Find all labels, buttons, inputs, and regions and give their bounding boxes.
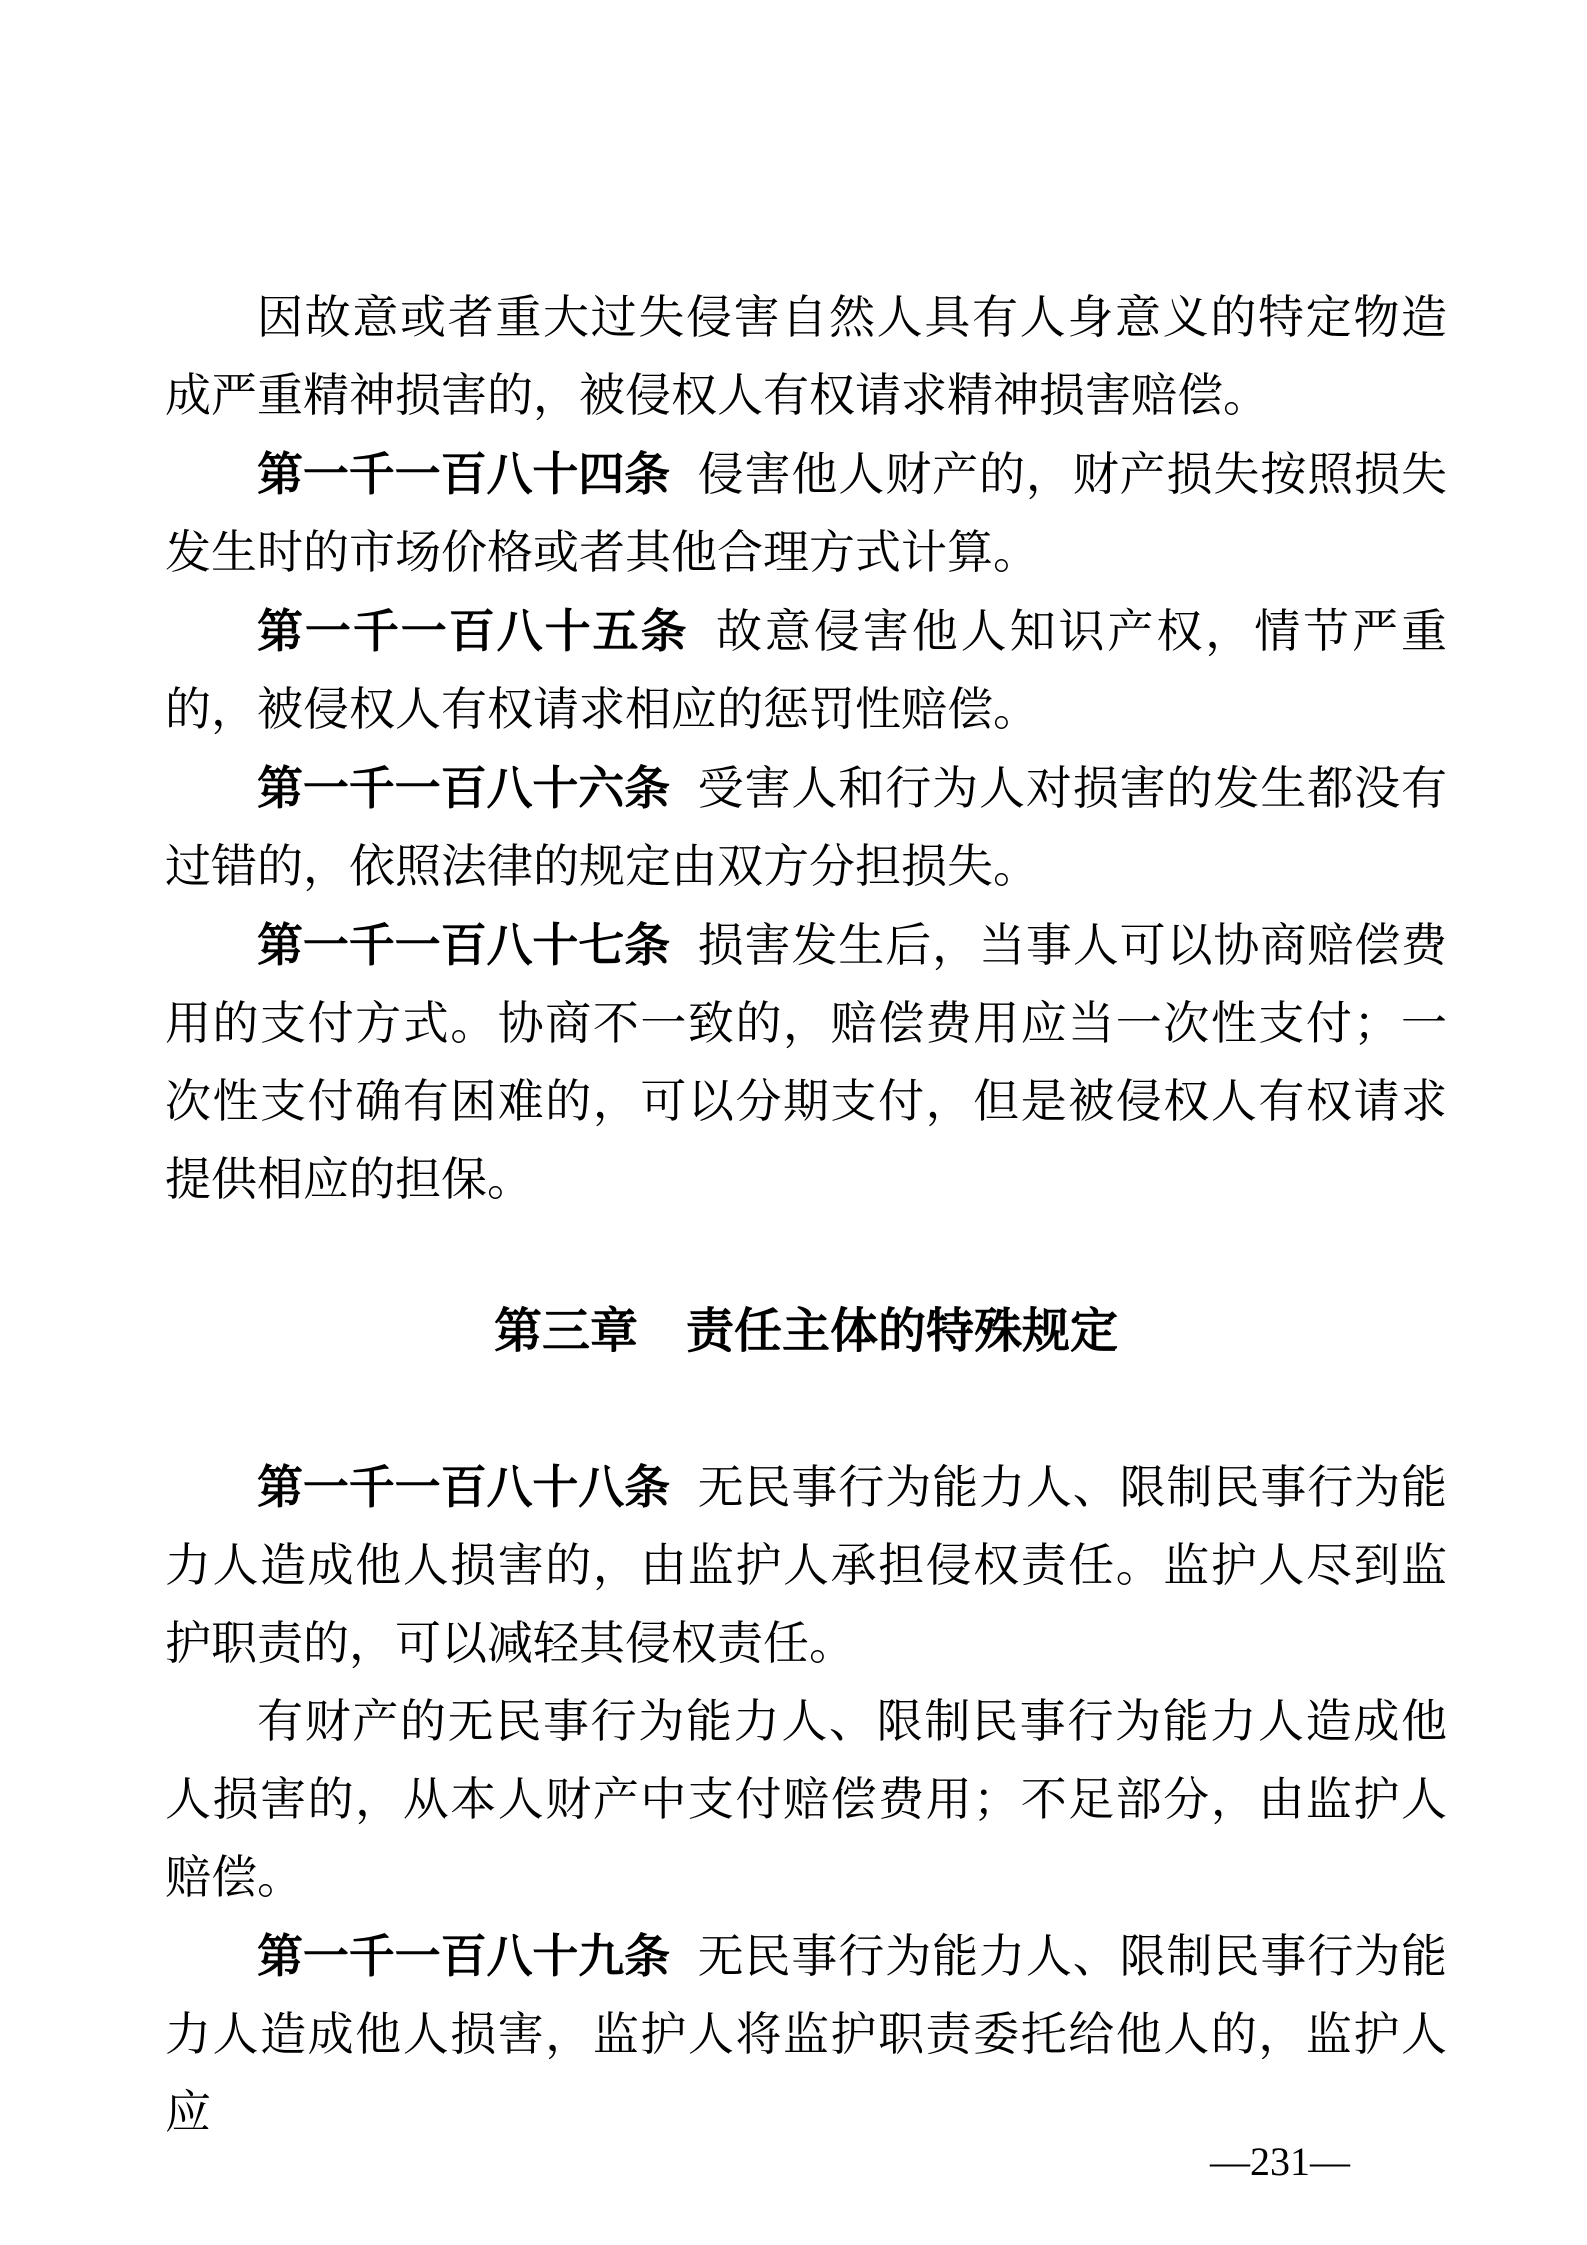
article-paragraph: [165, 749, 1447, 906]
article-text: 无民事行为能力人、限制民事行为能力人造成他人损害，监护人将监护职责委托给他人的，监护人应: [165, 1931, 1448, 2138]
article-text: 损害发生后，当事人可以协商赔偿费用的支付方式。协商不一致的，赔偿费用应当一次性支付；一次性支付确有困难的，可以分期支付，但是被侵权人有权请求提供相应的担保。: [165, 920, 1448, 1205]
document-body: [165, 279, 1447, 2152]
article-text: 受害人和行为人对损害的发生都没有过错的，依照法律的规定由双方分担损失。: [165, 763, 1448, 892]
article-text: 侵害他人财产的，财产损失按照损失发生时的市场价格或者其他合理方式计算。: [165, 449, 1448, 578]
article-paragraph: [165, 1917, 1447, 2152]
article-number: 第一千一百八十六条: [257, 762, 671, 814]
article-text: 故意侵害他人知识产权，情节严重的，被侵权人有权请求相应的惩罚性赔偿。: [165, 606, 1448, 735]
article-number: 第一千一百八十八条: [257, 1461, 671, 1513]
body-paragraph: 因故意或者重大过失侵害自然人具有人身意义的特定物造成严重精神损害的，被侵权人有权请求精神损害赔偿。: [165, 292, 1447, 421]
article-number: 第一千一百八十四条: [257, 448, 671, 500]
body-paragraph: 有财产的无民事行为能力人、限制民事行为能力人造成他人损害的，从本人财产中支付赔偿费用；不足部分，由监护人赔偿。: [165, 1696, 1447, 1903]
article-text: 无民事行为能力人、限制民事行为能力人造成他人损害的，由监护人承担侵权责任。监护人尽到监护职责的，可以减轻其侵权责任。: [165, 1462, 1448, 1669]
article-paragraph: [165, 592, 1447, 749]
article-number: 第一千一百八十九条: [257, 1930, 671, 1982]
chapter-heading: 第三章 责任主体的特殊规定: [493, 1305, 1118, 1358]
article-paragraph: [165, 1448, 1447, 1683]
article-paragraph: [165, 435, 1447, 592]
article-number: 第一千一百八十五条: [257, 605, 689, 657]
article-paragraph: [165, 906, 1447, 1219]
article-number: 第一千一百八十七条: [257, 919, 671, 971]
page-number: —231—: [1210, 2139, 1350, 2184]
